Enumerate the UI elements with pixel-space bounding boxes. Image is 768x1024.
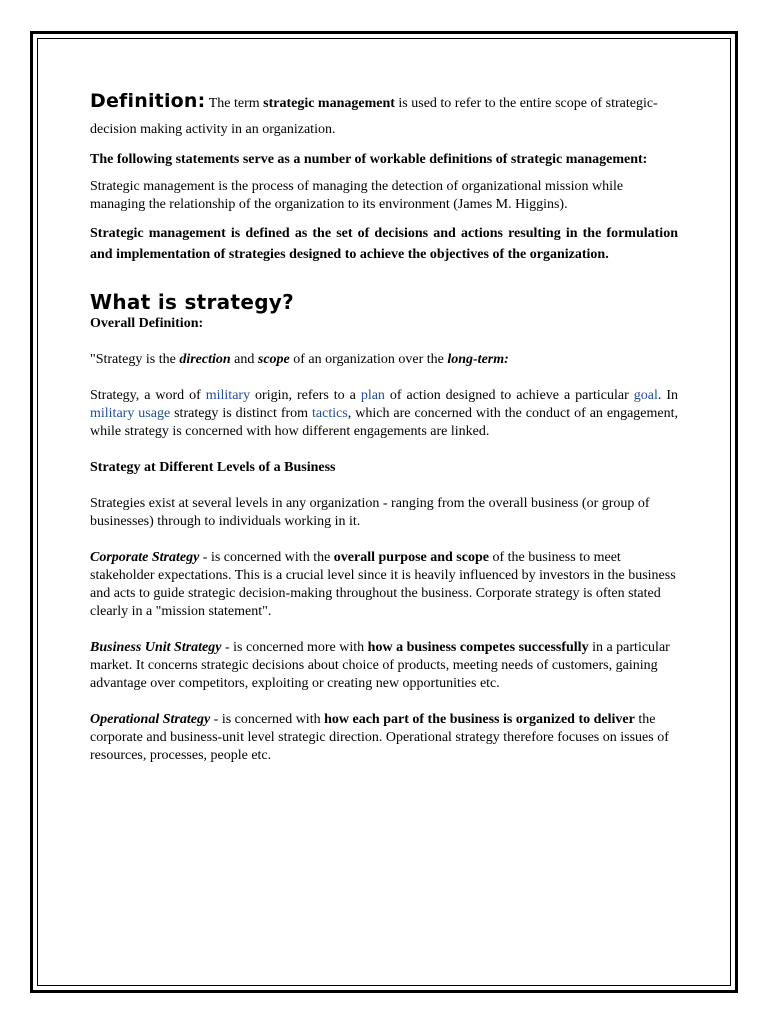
overall-definition-label: Overall Definition: (90, 316, 204, 331)
business-unit-strategy-term: Business Unit Strategy (90, 640, 222, 655)
operational-strategy-paragraph: Operational Strategy - is concerned with how each part of the business is organized to deliver the corporate and business-unit level strategic direction. Operational strategy therefore focuses on issues of resources, processes, people etc. (90, 712, 669, 763)
quote-long-term: long-term: (447, 352, 509, 367)
military-paragraph: Strategy, a word of military origin, refers to a plan of action designed to achieve a particular goal. In military usage strategy is distinct from tactics, which are concerned with the conduct of an engagement, while strategy is concerned with how different engagements are linked. (90, 388, 678, 439)
business-unit-strategy-paragraph: Business Unit Strategy - is concerned more with how a business competes successfully in a particular market. It concerns strategic decisions about choice of products, meeting needs of customers, gaining advantage over competitors, exploiting or creating new opportunities etc. (90, 640, 670, 691)
corporate-strategy-paragraph: Corporate Strategy - is concerned with the overall purpose and scope of the business to meet stakeholder expectations. This is a crucial level since it is heavily influenced by investors in the business and acts to guide strategic decision-making throughout the business. Corporate strategy is often stated clearly in a "mission statement". (90, 550, 676, 619)
definition-paragraph (90, 88, 678, 143)
what-is-strategy-heading: What is strategy? (90, 290, 295, 314)
strategy-quote: "Strategy is the direction and scope of an organization over the long-term: (90, 352, 509, 367)
document-body (90, 88, 678, 765)
link-military[interactable]: military (205, 388, 251, 403)
quote-scope: scope (257, 352, 290, 367)
what-is-strategy-section (90, 289, 678, 333)
link-goal[interactable]: goal (633, 388, 658, 403)
link-plan[interactable]: plan (360, 388, 385, 403)
definition-post: is used to refer to the entire scope of strategic-decision making activity in an organization. (90, 96, 658, 137)
higgins-definition: Strategic management is the process of managing the detection of organizational mission while managing the relationship of the organization to its environment (James M. Higgins). (90, 179, 624, 212)
levels-intro: Strategies exist at several levels in any organization - ranging from the overall business (or group of businesses) through to individuals working in it. (90, 496, 650, 529)
corporate-strategy-term: Corporate Strategy (90, 550, 200, 565)
link-military-usage[interactable]: military usage (90, 406, 171, 421)
workable-intro: The following statements serve as a number of workable definitions of strategic management: (90, 152, 648, 167)
bold-definition: Strategic management is defined as the set of decisions and actions resulting in the formulation and implementation of strategies designed to achieve the objectives of the organization. (90, 226, 678, 262)
definition-bold-term: strategic management (263, 96, 395, 111)
quote-direction: direction (179, 352, 231, 367)
definition-heading: Definition: (90, 90, 206, 112)
link-tactics[interactable]: tactics (312, 406, 348, 421)
levels-heading: Strategy at Different Levels of a Business (90, 460, 336, 475)
definition-pre: The term (208, 96, 264, 111)
operational-strategy-term: Operational Strategy (90, 712, 211, 727)
